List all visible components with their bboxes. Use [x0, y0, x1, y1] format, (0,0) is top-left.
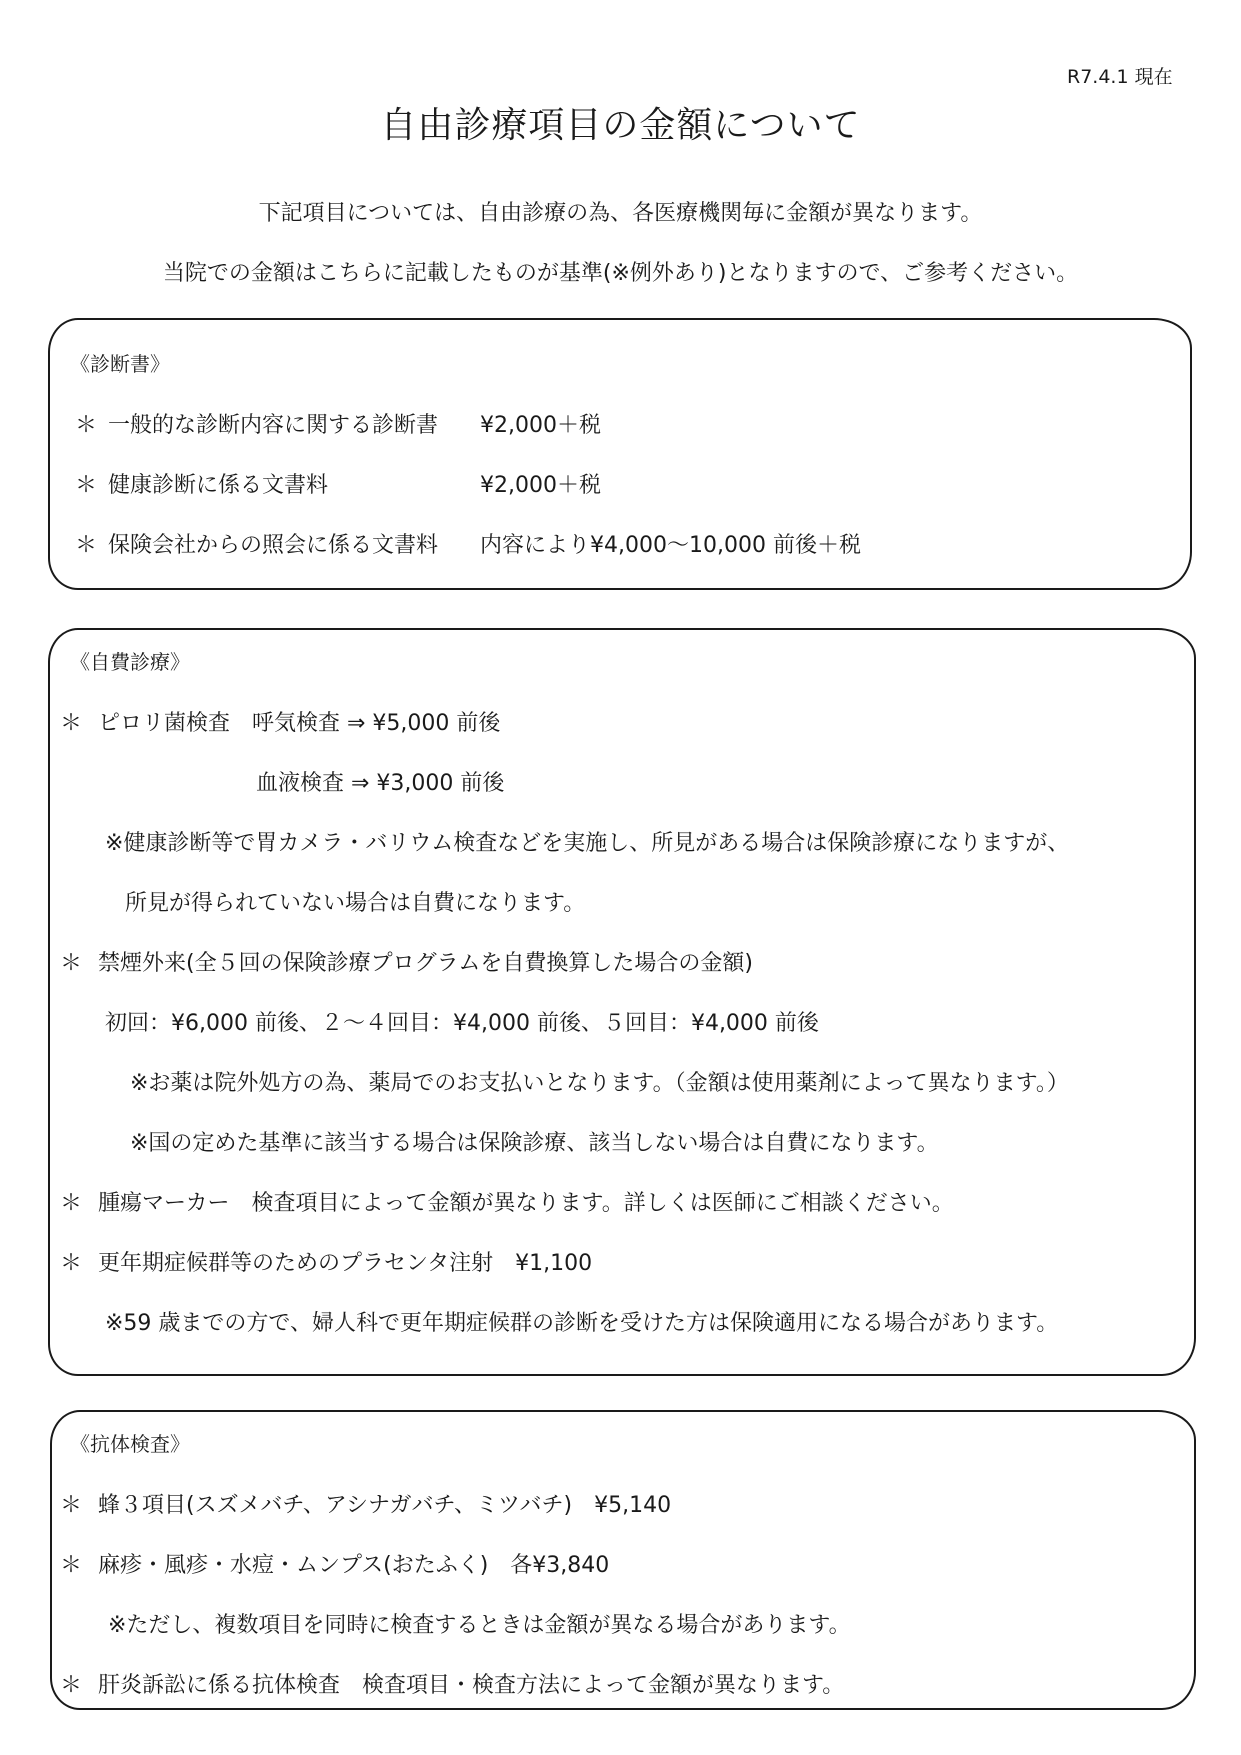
- bullet-icon: ＊: [60, 711, 83, 736]
- measles-test-note: ※ただし、複数項目を同時に検査するときは金額が異なる場合があります。: [108, 1613, 851, 1638]
- diagnosis-item-price: ¥2,000＋税: [480, 473, 601, 498]
- bullet-icon: ＊: [60, 951, 83, 976]
- bee-test-label: 蜂３項目(スズメバチ、アシナガバチ、ミツバチ) ¥5,140: [98, 1493, 672, 1518]
- diagnosis-item-label: 保険会社からの照会に係る文書料: [108, 533, 439, 558]
- antibody-section-heading: 《抗体検査》: [70, 1432, 190, 1456]
- pylori-test-label: ピロリ菌検査 呼気検査 ⇒ ¥5,000 前後: [98, 711, 501, 736]
- bullet-icon: ＊: [75, 473, 98, 498]
- smoking-clinic-note: ※国の定めた基準に該当する場合は保険診療、該当しない場合は自費になります。: [130, 1131, 939, 1156]
- diagnosis-section-heading: 《診断書》: [70, 352, 170, 376]
- intro-line-1: 下記項目については、自由診療の為、各医療機関毎に金額が異なります。: [258, 201, 983, 226]
- pylori-note: 所見が得られていない場合は自費になります。: [125, 891, 586, 916]
- bullet-icon: ＊: [60, 1553, 83, 1578]
- tumor-marker-label: 腫瘍マーカー 検査項目によって金額が異なります。詳しくは医師にご相談ください。: [98, 1191, 954, 1216]
- document-date: R7.4.1 現在: [1067, 66, 1173, 88]
- placenta-injection-label: 更年期症候群等のためのプラセンタ注射 ¥1,100: [98, 1251, 593, 1276]
- bullet-icon: ＊: [60, 1673, 83, 1698]
- smoking-clinic-prices: 初回：¥6,000 前後、２～４回目：¥4,000 前後、５回目：¥4,000 前後: [105, 1011, 819, 1036]
- bullet-icon: ＊: [60, 1251, 83, 1276]
- bullet-icon: ＊: [75, 413, 98, 438]
- pylori-note: ※健康診断等で胃カメラ・バリウム検査などを実施し、所見がある場合は保険診療になりますが、: [105, 831, 1070, 856]
- bullet-icon: ＊: [60, 1493, 83, 1518]
- bullet-icon: ＊: [60, 1191, 83, 1216]
- diagnosis-item-price: 内容により¥4,000～10,000 前後＋税: [480, 533, 861, 558]
- pylori-blood-test: 血液検査 ⇒ ¥3,000 前後: [256, 771, 505, 796]
- intro-line-2: 当院での金額はこちらに記載したものが基準(※例外あり)となりますので、ご参考ください。: [162, 261, 1079, 286]
- diagnosis-item-label: 健康診断に係る文書料: [108, 473, 329, 498]
- bullet-icon: ＊: [75, 533, 98, 558]
- smoking-clinic-note: ※お薬は院外処方の為、薬局でのお支払いとなります。（金額は使用薬剤によって異なります。）: [130, 1071, 1069, 1096]
- page-title: 自由診療項目の金額について: [380, 105, 861, 146]
- measles-test-label: 麻疹・風疹・水痘・ムンプス(おたふく) 各¥3,840: [98, 1553, 610, 1578]
- placenta-note: ※59 歳までの方で、婦人科で更年期症候群の診断を受けた方は保険適用になる場合があります。: [105, 1311, 1059, 1336]
- diagnosis-item-label: 一般的な診断内容に関する診断書: [108, 413, 439, 438]
- hepatitis-test-label: 肝炎訴訟に係る抗体検査 検査項目・検査方法によって金額が異なります。: [98, 1673, 845, 1698]
- diagnosis-item-price: ¥2,000＋税: [480, 413, 601, 438]
- self-pay-section-heading: 《自費診療》: [70, 650, 190, 674]
- smoking-clinic-label: 禁煙外来(全５回の保険診療プログラムを自費換算した場合の金額): [98, 951, 753, 976]
